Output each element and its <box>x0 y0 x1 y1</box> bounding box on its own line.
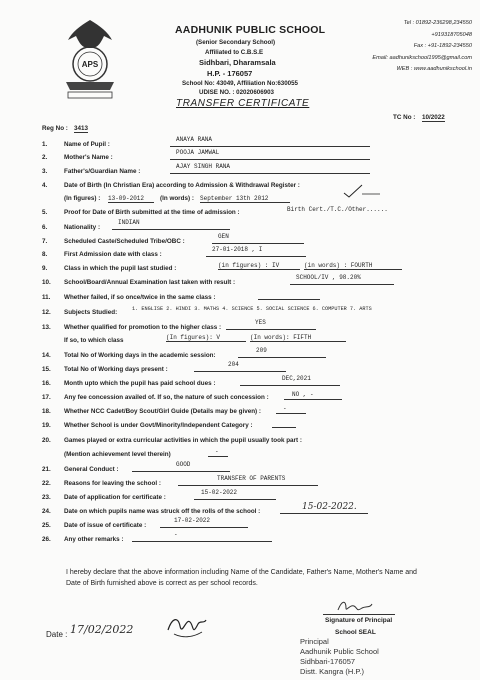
category: GEN <box>218 233 229 240</box>
row-number: 10. <box>42 279 51 286</box>
row-number: 18. <box>42 408 51 415</box>
failed-label: Whether failed, if so once/twice in the same class : <box>64 294 216 301</box>
seal-label: School SEAL <box>335 629 376 636</box>
declaration-line-2: Date of Birth furnished above is correct as per school records. <box>66 580 258 587</box>
field-underline <box>238 357 326 358</box>
row-number: 8. <box>42 251 48 258</box>
school-location: Sidhbari, Dharamsala <box>199 58 276 67</box>
tick-mark <box>342 184 382 198</box>
principal-title: Principal <box>300 637 329 646</box>
dues-month: DEC,2021 <box>282 375 311 382</box>
first-admission-label: First Admission date with class : <box>64 251 162 258</box>
field-underline <box>280 513 368 514</box>
promotion-class-words: (In words): FIFTH <box>250 334 346 342</box>
principal-location: Sidhbari-176057 <box>300 657 356 666</box>
subjects: 1. ENGLISE 2. HINDI 3. MATHS 4. SCIENCE 5. SOCIAL SCIENCE 6. COMPUTER 7. ARTS <box>132 306 372 312</box>
promotion-label: Whether qualified for promotion to the higher class : <box>64 324 222 331</box>
field-underline <box>178 485 318 486</box>
conduct-label: General Conduct : <box>64 466 119 473</box>
last-class-figures: (in figures) : IV <box>218 262 300 270</box>
field-underline <box>160 527 248 528</box>
days-present-label: Total No of Working days present : <box>64 366 168 373</box>
row-number: 21. <box>42 466 51 473</box>
date-value: 17/02/2022 <box>70 623 134 636</box>
promotion: YES <box>255 319 266 326</box>
father-name-label: Father's/Guardian Name : <box>64 168 141 175</box>
field-underline <box>272 427 296 428</box>
dob-words-label: (In words) : <box>160 195 194 202</box>
first-admission: 27-01-2018 , I <box>212 246 263 253</box>
row-number: 3. <box>42 168 48 175</box>
dob-label: Date of Birth (In Christian Era) according to Admission & Withdrawal Register : <box>64 182 300 189</box>
row-number: 16. <box>42 380 51 387</box>
dob-figures-label: (In figures) : <box>64 195 101 202</box>
days-present: 204 <box>228 361 239 368</box>
row-number: 24. <box>42 508 51 515</box>
activities-label: Games played or extra curricular activities in which the pupil usually took part : <box>64 437 302 444</box>
dob-proof-label: Proof for Date of Birth submitted at the time of admission : <box>64 209 240 216</box>
field-underline <box>170 159 370 160</box>
field-underline <box>208 456 228 457</box>
row-number: 12. <box>42 309 51 316</box>
working-days-label: Total No of Working days in the academic session: <box>64 352 216 359</box>
row-number: 4. <box>42 182 48 189</box>
row-number: 11. <box>42 294 51 301</box>
principal-signature <box>334 598 374 614</box>
school-number: School No: 43049, Affiliation No:630055 <box>182 80 298 87</box>
field-underline <box>258 299 320 300</box>
signature-line <box>323 614 395 615</box>
declaration-line-1: I hereby declare that the above information including Name of the Candidate, Father's Name, Mother's Name and <box>66 569 417 576</box>
tel: Tel : 01892-236298,234550 <box>403 20 472 26</box>
issue-date-label: Date of issue of certificate : <box>64 522 147 529</box>
last-exam: SCHOOL/IV , 98.20% <box>296 274 361 281</box>
issue-date: 17-02-2022 <box>174 517 211 524</box>
row-number: 17. <box>42 394 51 401</box>
row-number: 2. <box>42 154 48 161</box>
promotion-class-label: If so, to which class <box>64 337 124 344</box>
remarks: - <box>174 531 178 538</box>
application-date: 15-02-2022 <box>201 489 238 496</box>
field-underline <box>290 284 394 285</box>
activities: - <box>215 448 219 455</box>
last-exam-label: School/Board/Annual Examination last taken with result : <box>64 279 236 286</box>
field-underline <box>194 499 276 500</box>
principal-school: Aadhunik Public School <box>300 647 379 656</box>
website: WEB : www.aadhunikschool.in <box>396 66 472 72</box>
category-label: Scheduled Caste/Scheduled Tribe/OBC : <box>64 238 185 245</box>
mother-name: POOJA JAMWAL <box>176 149 220 156</box>
application-date-label: Date of application for certificate : <box>64 494 166 501</box>
last-class-label: Class in which the pupil last studied : <box>64 265 177 272</box>
father-name: AJAY SINGH RANA <box>176 163 231 170</box>
tc-label: TC No : <box>393 114 416 121</box>
field-underline <box>226 329 316 330</box>
promotion-class-figures: (In figures): V <box>166 334 246 342</box>
field-underline <box>276 413 306 414</box>
dob-figures: 13-09-2012 <box>108 195 154 203</box>
row-number: 20. <box>42 437 51 444</box>
principal-district: Distt. Kangra (H.P.) <box>300 667 365 676</box>
school-pin: H.P. - 176057 <box>207 69 253 78</box>
row-number: 25. <box>42 522 51 529</box>
nationality: INDIAN <box>118 219 140 226</box>
row-number: 6. <box>42 224 48 231</box>
nationality-label: Nationality : <box>64 224 101 231</box>
udise-number: UDISE NO. : 02020606903 <box>199 89 274 96</box>
teacher-signature <box>164 612 208 642</box>
field-underline <box>212 243 304 244</box>
field-underline <box>194 371 286 372</box>
field-underline <box>206 256 306 257</box>
dues-label: Month upto which the pupil has paid school dues : <box>64 380 216 387</box>
signature-label: Signature of Principal <box>325 617 393 624</box>
pupil-name-label: Name of Pupil : <box>64 141 110 148</box>
school-logo <box>60 18 120 104</box>
pupil-name: ANAYA RANA <box>176 136 213 143</box>
tc-number: 10/2022 <box>422 114 445 121</box>
row-number: 7. <box>42 238 48 245</box>
row-number: 5. <box>42 209 48 216</box>
concession: NO , - <box>292 391 314 398</box>
row-number: 26. <box>42 536 51 543</box>
row-number: 15. <box>42 366 51 373</box>
dob-proof: Birth Cert./T.C./Other...... <box>287 206 388 213</box>
subjects-label: Subjects Studied: <box>64 309 118 316</box>
struck-off-date: 15-02-2022. <box>302 502 357 512</box>
certificate-title: TRANSFER CERTIFICATE <box>176 98 310 109</box>
row-number: 1. <box>42 141 48 148</box>
logo-text: APS <box>81 60 99 69</box>
mobile: +919318705048 <box>431 32 472 38</box>
row-number: 9. <box>42 265 48 272</box>
school-name: AADHUNIK PUBLIC SCHOOL <box>175 24 326 36</box>
field-underline <box>240 385 340 386</box>
mother-name-label: Mother's Name : <box>64 154 113 161</box>
row-number: 13. <box>42 324 51 331</box>
school-subtitle: (Senior Secondary School) <box>196 39 276 46</box>
leaving-reason-label: Reasons for leaving the school : <box>64 480 161 487</box>
affiliation: Affiliated to C.B.S.E <box>205 49 264 56</box>
row-number: 14. <box>42 352 51 359</box>
conduct: GOOD <box>176 461 191 468</box>
field-underline <box>284 399 342 400</box>
remarks-label: Any other remarks : <box>64 536 124 543</box>
working-days: 209 <box>256 347 267 354</box>
row-number: 19. <box>42 422 51 429</box>
dob-words: September 13th 2012 <box>200 195 290 203</box>
row-number: 22. <box>42 480 51 487</box>
ncc: - <box>283 405 287 412</box>
field-underline <box>112 229 230 230</box>
leaving-reason: TRANSFER OF PARENTS <box>217 475 286 482</box>
ncc-label: Whether NCC Cadet/Boy Scout/Girl Guide (Details may be given) : <box>64 408 261 415</box>
reg-number: 3413 <box>74 125 89 132</box>
field-underline <box>170 173 370 174</box>
field-underline <box>132 471 230 472</box>
email: Email: aadhunikschool1995@gmail.com <box>372 55 472 61</box>
school-category-label: Whether School is under Govt/Minority/Independent Category : <box>64 422 253 429</box>
field-underline <box>132 541 272 542</box>
row-number: 23. <box>42 494 51 501</box>
fax: Fax : +91-1892-234550 <box>413 43 472 49</box>
activities-sub-label: (Mention achievement level therein) <box>64 451 171 458</box>
reg-label: Reg No : <box>42 125 68 132</box>
date-label: Date : <box>46 630 68 639</box>
field-underline <box>170 146 370 147</box>
last-class-words: (in words) : FOURTH <box>304 262 402 270</box>
struck-off-label: Date on which pupils name was struck off the rolls of the school : <box>64 508 261 515</box>
concession-label: Any fee concession availed of. If so, the nature of such concession : <box>64 394 269 401</box>
